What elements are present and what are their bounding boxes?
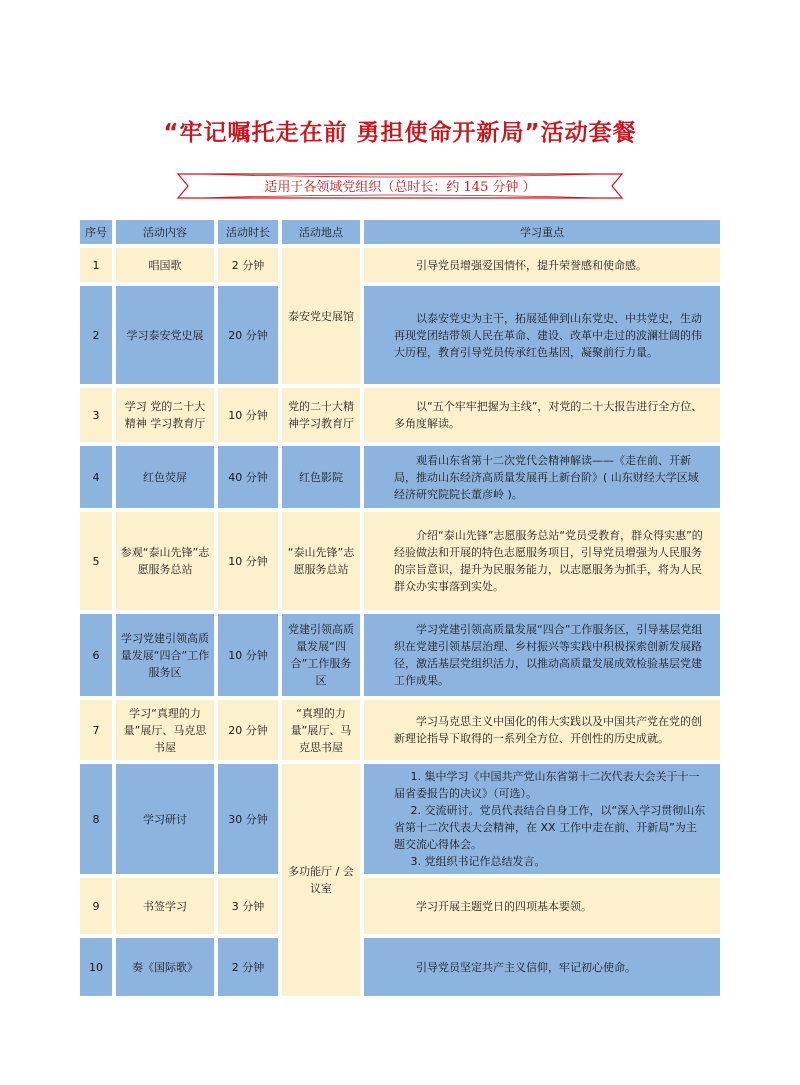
row-focus — [364, 764, 720, 874]
row-duration: 40 分钟 — [218, 446, 278, 508]
focus-item: 2. 交流研讨。党员代表结合自身工作，以“深入学习贯彻山东省第十二次代表大会精神，在 XX 工作中走在前、开新局”为主题交流心得体会。 — [394, 804, 706, 851]
header-duration: 活动时长 — [218, 220, 278, 244]
row-no: 1 — [80, 248, 112, 282]
row-no: 5 — [80, 512, 112, 610]
row-content: 学习“真理的力量”展厅、马克思书屋 — [116, 700, 214, 760]
row-duration: 2 分钟 — [218, 248, 278, 282]
table-row — [80, 388, 720, 442]
row-focus: 学习马克思主义中国化的伟大实践以及中国共产党在党的创新理论指导下取得的一系列全方位、开创性的历史成就。 — [364, 700, 720, 760]
row-focus: 以泰安党史为主干，拓展延伸到山东党史、中共党史，生动再现党团结带领人民在革命、建设、改革中走过的波澜壮阔的伟大历程，教育引导党员传承红色基因，凝聚前行力量。 — [364, 286, 720, 384]
row-no: 7 — [80, 700, 112, 760]
focus-item: 1. 集中学习《中国共产党山东省第十二次代表大会关于十一届省委报告的决议》（可选）。 — [394, 770, 700, 800]
focus-item: 3. 党组织书记作总结发言。 — [410, 855, 546, 868]
row-focus: 观看山东省第十二次党代会精神解读——《走在前、开新局，推动山东经济高质量发展再上新台阶》( 山东财经大学区域经济研究院院长董彦岭 )。 — [364, 446, 720, 508]
header-no: 序号 — [80, 220, 112, 244]
subtitle: 适用于各领域党组织（总时长：约 145 分钟 ） — [264, 180, 536, 195]
header-content: 活动内容 — [116, 220, 214, 244]
row-duration: 3 分钟 — [218, 878, 278, 934]
row-content: 红色荧屏 — [116, 446, 214, 508]
row-location: 党的二十大精神学习教育厅 — [282, 388, 360, 442]
table-row — [80, 938, 720, 996]
table-row — [80, 764, 720, 874]
row-focus: 学习开展主题党日的四项基本要领。 — [364, 878, 720, 934]
table-row — [80, 700, 720, 760]
row-location: “真理的力量”展厅、马克思书屋 — [282, 700, 360, 760]
row-focus: 引导党员坚定共产主义信仰，牢记初心使命。 — [364, 938, 720, 996]
row-focus: 以“五个牢牢把握为主线”，对党的二十大报告进行全方位、多角度解读。 — [364, 388, 720, 442]
page-title: “牢记嘱托走在前 勇担使命开新局”活动套餐 — [163, 120, 637, 146]
row-location: “泰山先锋”志愿服务总站 — [282, 512, 360, 610]
row-no: 3 — [80, 388, 112, 442]
row-focus: 学习党建引领高质量发展“四合”工作服务区，引导基层党组织在党建引领基层治理、乡村振兴等实践中积极探索创新发展路径，激活基层党组织活力，以推动高质量发展成效检验基层党建工作成果。 — [364, 614, 720, 696]
row-location: 红色影院 — [282, 446, 360, 508]
table-row — [80, 614, 720, 696]
subtitle-ribbon — [170, 168, 630, 204]
table-row — [80, 286, 720, 384]
row-focus: 引导党员增强爱国情怀，提升荣誉感和使命感。 — [364, 248, 720, 282]
row-no: 4 — [80, 446, 112, 508]
row-location: 多功能厅 / 会议室 — [282, 764, 360, 996]
row-focus: 介绍“泰山先锋”志愿服务总站“党员受教育，群众得实惠”的经验做法和开展的特色志愿服务项目，引导党员增强为人民服务的宗旨意识，提升为民服务能力，以志愿服务为抓手，将为人民群众办实事落到实处。 — [364, 512, 720, 610]
row-duration: 20 分钟 — [218, 700, 278, 760]
table-row — [80, 446, 720, 508]
row-content: 学习 党的二十大精神 学习教育厅 — [116, 388, 214, 442]
row-no: 10 — [80, 938, 112, 996]
row-no: 9 — [80, 878, 112, 934]
row-no: 2 — [80, 286, 112, 384]
table-header-row — [80, 220, 720, 244]
row-no: 6 — [80, 614, 112, 696]
header-focus: 学习重点 — [364, 220, 720, 244]
table-row — [80, 878, 720, 934]
row-content: 学习泰安党史展 — [116, 286, 214, 384]
activity-table — [76, 216, 724, 1000]
row-location: 党建引领高质量发展“四合”工作服务区 — [282, 614, 360, 696]
row-duration: 20 分钟 — [218, 286, 278, 384]
row-duration: 10 分钟 — [218, 512, 278, 610]
table-row — [80, 512, 720, 610]
row-content: 奏《国际歌》 — [116, 938, 214, 996]
row-content: 参观“泰山先锋”志愿服务总站 — [116, 512, 214, 610]
row-location: 泰安党史展馆 — [282, 248, 360, 384]
table-row — [80, 248, 720, 282]
row-no: 8 — [80, 764, 112, 874]
row-duration: 10 分钟 — [218, 614, 278, 696]
row-duration: 30 分钟 — [218, 764, 278, 874]
row-duration: 10 分钟 — [218, 388, 278, 442]
row-duration: 2 分钟 — [218, 938, 278, 996]
header-location: 活动地点 — [282, 220, 360, 244]
row-content: 学习研讨 — [116, 764, 214, 874]
row-content: 学习党建引领高质量发展“四合”工作服务区 — [116, 614, 214, 696]
row-content: 书签学习 — [116, 878, 214, 934]
row-content: 唱国歌 — [116, 248, 214, 282]
